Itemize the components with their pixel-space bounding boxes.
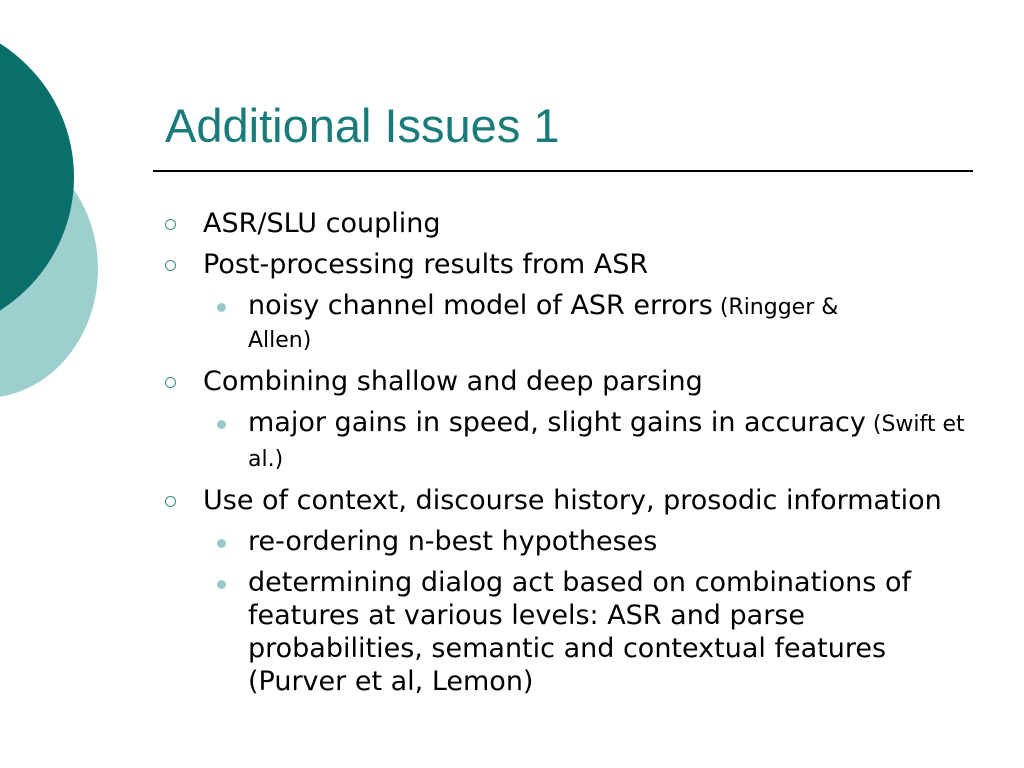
sub-bullet-gains: [165, 406, 965, 476]
dot-bullet-icon: [217, 580, 226, 589]
citation: (Swift et al.): [248, 412, 965, 472]
hollow-bullet-icon: [165, 260, 176, 271]
bullet-asr-slu-coupling: [165, 207, 965, 240]
bullet-text: Use of context, discourse history, prosodic information: [203, 485, 942, 516]
dot-bullet-icon: [217, 303, 226, 312]
sub-bullet-noisy-channel: [165, 289, 965, 357]
citation: (Ringger &: [712, 295, 839, 320]
bullet-text: Combining shallow and deep parsing: [203, 366, 703, 397]
title-divider: [153, 170, 973, 172]
dot-bullet-icon: [217, 420, 226, 429]
hollow-bullet-icon: [165, 377, 176, 388]
sub-bullet-n-best: [165, 525, 965, 558]
slide-title: Additional Issues 1: [165, 99, 560, 152]
bullet-text: noisy channel model of ASR errors: [248, 290, 713, 321]
sub-bullet-dialog-act: [165, 566, 965, 698]
bullet-text: Post-processing results from ASR: [203, 249, 649, 280]
dot-bullet-icon: [217, 539, 226, 548]
bullet-list: [165, 207, 965, 698]
bullet-text: major gains in speed, slight gains in accuracy: [248, 407, 866, 438]
bullet-text: determining dialog act based on combinations of features at various levels: ASR and parse probabilities, semantic and contextual features (Purver et al, Lemon): [248, 567, 911, 697]
hollow-bullet-icon: [165, 219, 176, 230]
bullet-text: ASR/SLU coupling: [203, 208, 441, 239]
bullet-shallow-deep-parsing: [165, 365, 965, 398]
citation-continued: Allen): [248, 328, 312, 353]
hollow-bullet-icon: [165, 496, 176, 507]
bullet-context-discourse: [165, 484, 965, 517]
bullet-text: re-ordering n-best hypotheses: [248, 526, 658, 557]
bullet-post-processing: [165, 248, 965, 281]
